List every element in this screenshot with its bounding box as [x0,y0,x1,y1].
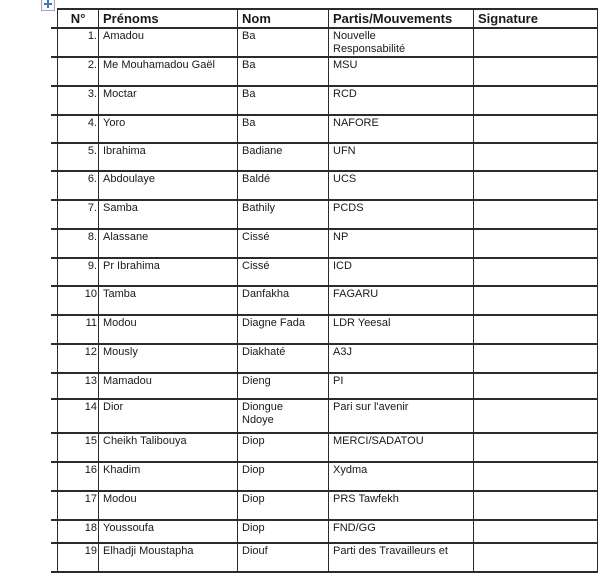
cell-parti[interactable] [329,143,474,171]
cell-text: Ba [242,117,256,129]
cell-signature[interactable] [474,57,598,86]
cell-prenom[interactable] [99,258,238,286]
table-row [58,28,598,57]
cell-nom[interactable] [238,491,329,520]
cell-text: Ba [242,88,256,100]
cell-text: 15 [84,435,97,447]
cell-text: LDR Yeesal [333,317,391,329]
cell-text: MSU [333,59,358,71]
cell-signature[interactable] [474,258,598,286]
cell-text: Elhadji Moustapha [103,545,194,557]
cell-parti[interactable] [329,286,474,315]
cell-text: Mamadou [103,375,152,387]
table-row [58,229,598,258]
cell-text: Diop [242,435,265,447]
cell-prenom[interactable] [99,315,238,344]
cell-num[interactable] [58,344,99,373]
cell-prenom[interactable] [99,491,238,520]
cell-text: Cheikh Talibouya [103,435,187,447]
cell-signature[interactable] [474,520,598,543]
cell-num[interactable] [58,315,99,344]
cell-text: 1. [87,30,97,42]
cell-nom[interactable] [238,462,329,491]
cell-text: PCDS [333,202,364,214]
table-row [58,462,598,491]
cell-text: Diop [242,493,265,505]
cell-num[interactable] [58,520,99,543]
cell-prenom[interactable] [99,57,238,86]
cell-signature[interactable] [474,543,598,572]
cell-nom[interactable] [238,115,329,143]
cell-num[interactable] [58,433,99,462]
cell-nom[interactable] [238,200,329,229]
cell-text: Khadim [103,464,141,476]
table-row [58,344,598,373]
table-row [58,315,598,344]
cell-parti[interactable] [329,520,474,543]
cell-text: Modou [103,493,137,505]
cell-parti[interactable] [329,57,474,86]
table-row [58,286,598,315]
cell-num[interactable] [58,373,99,399]
cell-text: Pari sur l'avenir [333,401,409,413]
cell-signature[interactable] [474,171,598,200]
table-row [58,258,598,286]
cell-text: 18 [84,522,97,534]
cell-text: Ba [242,30,256,42]
cell-text: Ibrahima [103,145,146,157]
cell-signature[interactable] [474,115,598,143]
cell-parti[interactable] [329,462,474,491]
cell-nom[interactable] [238,229,329,258]
cell-nom[interactable] [238,399,329,433]
cell-prenom[interactable] [99,462,238,491]
cell-num[interactable] [58,115,99,143]
cell-text: Cissé [242,260,270,272]
table-row [58,520,598,543]
signature-table [57,8,598,573]
cell-prenom[interactable] [99,433,238,462]
cell-num[interactable] [58,143,99,171]
cell-prenom[interactable] [99,115,238,143]
cell-num[interactable] [58,229,99,258]
cell-prenom[interactable] [99,143,238,171]
cell-text: Dieng [242,375,271,387]
cell-nom[interactable] [238,373,329,399]
cell-signature[interactable] [474,399,598,433]
cell-text: 9. [87,260,97,272]
cell-nom[interactable] [238,543,329,572]
cell-text: Diagne Fada [242,317,305,329]
cell-prenom[interactable] [99,200,238,229]
cell-text: Ba [242,59,256,71]
cell-prenom[interactable] [99,373,238,399]
cell-text: Tamba [103,288,137,300]
cell-text: NAFORE [333,117,379,129]
cell-prenom[interactable] [99,344,238,373]
cell-text: Youssoufa [103,522,154,534]
cell-num[interactable] [58,57,99,86]
cell-parti[interactable] [329,433,474,462]
cell-signature[interactable] [474,433,598,462]
cell-nom[interactable] [238,433,329,462]
cell-signature[interactable] [474,28,598,57]
cell-nom[interactable] [238,520,329,543]
cell-text: 11 [85,317,97,329]
table-row [58,373,598,399]
cell-signature[interactable] [474,86,598,115]
cell-text: FAGARU [333,288,379,300]
cell-num[interactable] [58,86,99,115]
cell-parti[interactable] [329,28,474,57]
cell-nom[interactable] [238,143,329,171]
cell-signature[interactable] [474,229,598,258]
handle-plus-vertical [47,0,49,8]
column-header-partis-mouvements[interactable]: Partis/Mouvements [329,9,474,28]
cell-text: 14 [84,401,97,413]
cell-text: 5. [87,145,97,157]
table-row [58,433,598,462]
cell-text: Amadou [103,30,144,42]
table-row [58,143,598,171]
cell-prenom[interactable] [99,86,238,115]
cell-signature[interactable] [474,315,598,344]
cell-text: Dior [103,401,124,413]
cell-num[interactable] [58,462,99,491]
cell-text: Samba [103,202,138,214]
cell-text: UFN [333,145,356,157]
cell-parti[interactable] [329,229,474,258]
cell-nom[interactable] [238,286,329,315]
cell-nom[interactable] [238,57,329,86]
cell-signature[interactable] [474,491,598,520]
cell-parti[interactable] [329,171,474,200]
cell-text: Yoro [103,117,126,129]
cell-prenom[interactable] [99,543,238,572]
cell-text: Moctar [103,88,137,100]
cell-text: Baldé [242,173,271,185]
cell-prenom[interactable] [99,28,238,57]
column-header-prenoms[interactable]: Prénoms [99,9,238,28]
cell-text: PI [333,375,344,387]
cell-text: A3J [333,346,352,358]
cell-text: 16 [84,464,97,476]
cell-text: 8. [87,231,97,243]
cell-text: ICD [333,260,352,272]
cell-signature[interactable] [474,143,598,171]
cell-text: Diouf [242,545,268,557]
cell-text: 3. [87,88,97,100]
cell-num[interactable] [58,28,99,57]
cell-parti[interactable] [329,344,474,373]
cell-parti[interactable] [329,86,474,115]
cell-nom[interactable] [238,258,329,286]
column-header-signature[interactable]: Signature [474,9,598,28]
table-row [58,491,598,520]
table-row [58,57,598,86]
cell-text: NP [333,231,349,243]
cell-text: PRS Tawfekh [333,493,399,505]
cell-prenom[interactable] [99,229,238,258]
cell-nom[interactable] [238,28,329,57]
table-row [58,86,598,115]
cell-num[interactable] [58,286,99,315]
cell-text: Diop [242,522,265,534]
cell-text: Xydma [333,464,368,476]
cell-text: Diop [242,464,265,476]
cell-parti[interactable] [329,543,474,572]
cell-text: Parti des Travailleurs et [333,545,448,557]
cell-text: 6. [87,173,97,185]
cell-nom[interactable] [238,171,329,200]
cell-parti[interactable] [329,491,474,520]
cell-num[interactable] [58,171,99,200]
cell-text: Me Mouhamadou Gaël [103,59,215,71]
cell-nom[interactable] [238,315,329,344]
cell-text: Diakhaté [242,346,286,358]
cell-signature[interactable] [474,373,598,399]
cell-text: Badiane [242,145,283,157]
cell-parti[interactable] [329,373,474,399]
cell-text: Danfakha [242,288,290,300]
cell-text: Alassane [103,231,149,243]
cell-text: Diongue Ndoye [242,401,283,426]
cell-text: FND/GG [333,522,376,534]
cell-text: Pr Ibrahima [103,260,160,272]
cell-signature[interactable] [474,200,598,229]
cell-text: UCS [333,173,357,185]
cell-text: Bathily [242,202,276,214]
cell-text: 7. [87,202,97,214]
cell-parti[interactable] [329,399,474,433]
cell-text: Nouvelle Responsabilité [333,30,406,55]
table-row [58,200,598,229]
cell-num[interactable] [58,491,99,520]
cell-text: 12 [84,346,97,358]
cell-text: Cissé [242,231,270,243]
cell-num[interactable] [58,399,99,433]
cell-text: MERCI/SADATOU [333,435,424,447]
cell-parti[interactable] [329,115,474,143]
table-move-handle-icon[interactable] [41,0,55,11]
cell-num[interactable] [58,543,99,572]
cell-nom[interactable] [238,86,329,115]
cell-parti[interactable] [329,200,474,229]
cell-text: 2. [87,59,97,71]
table-row [58,115,598,143]
table-row [58,171,598,200]
cell-signature[interactable] [474,286,598,315]
cell-signature[interactable] [474,344,598,373]
cell-text: Modou [103,317,137,329]
table-row [58,399,598,433]
cell-prenom[interactable] [99,399,238,433]
column-header-nom[interactable]: Nom [238,9,329,28]
cell-text: RCD [333,88,357,100]
table-row [58,543,598,572]
cell-text: 4. [87,117,97,129]
cell-num[interactable] [58,200,99,229]
cell-text: 19 [84,545,97,557]
cell-prenom[interactable] [99,286,238,315]
cell-prenom[interactable] [99,520,238,543]
cell-text: 10 [84,288,97,300]
cell-nom[interactable] [238,344,329,373]
cell-parti[interactable] [329,258,474,286]
column-header-no[interactable]: N° [58,9,99,28]
cell-text: Mously [103,346,138,358]
cell-text: 13 [84,375,97,387]
cell-prenom[interactable] [99,171,238,200]
cell-num[interactable] [58,258,99,286]
table-header-row [58,9,598,28]
cell-signature[interactable] [474,462,598,491]
cell-parti[interactable] [329,315,474,344]
cell-text: 17 [84,493,97,505]
cell-text: Abdoulaye [103,173,155,185]
